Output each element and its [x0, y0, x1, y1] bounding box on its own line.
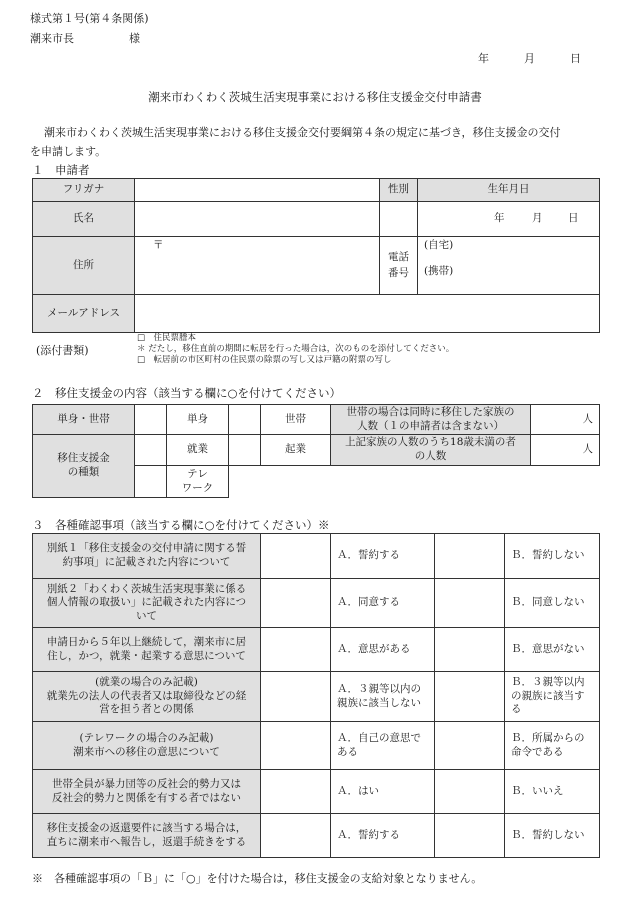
confirmation-row: [33, 672, 600, 722]
telework-label: [167, 466, 229, 498]
confirmation-question: [33, 770, 261, 814]
confirmation-row: [33, 579, 600, 628]
confirmation-question: [33, 534, 261, 579]
option-b-check-cell[interactable]: [435, 770, 505, 814]
telework-label-line1: テレ: [187, 467, 208, 480]
confirmation-question-line: 別紙２「わくわく茨城生活実現事業に係る: [46, 582, 247, 595]
option-a-label-line: Ａ．はい: [337, 784, 379, 797]
option-b-label-line: 命令である: [511, 745, 564, 758]
option-a-label: [331, 770, 435, 814]
attachment-residence-certificate: □ 住民票謄本: [137, 333, 197, 343]
gender-label: 性別: [380, 179, 418, 202]
confirmation-question: [33, 814, 261, 858]
name-input[interactable]: [135, 202, 380, 237]
option-a-label-line: Ａ．誓約する: [337, 828, 400, 841]
single-household-label: 単身・世帯: [33, 405, 135, 435]
confirmation-question-line: 潮来市への移住の意思について: [73, 745, 220, 758]
phone-mobile-label: (携帯): [424, 264, 454, 277]
option-a-check-cell[interactable]: [261, 722, 331, 770]
section3-heading: ３ 各種確認事項（該当する欄に○を付けてください）※: [32, 518, 330, 532]
birthdate-input[interactable]: [418, 202, 600, 237]
option-b-label-line: Ｂ．同意しない: [511, 596, 585, 609]
confirmation-row: [33, 722, 600, 770]
option-b-label-line: Ｂ．所属からの: [511, 731, 585, 744]
option-b-check-cell[interactable]: [435, 672, 505, 722]
furigana-input[interactable]: [135, 179, 380, 202]
option-b-check-cell[interactable]: [435, 579, 505, 628]
family-count-question-line1: 世帯の場合は同時に移住した家族の: [346, 405, 515, 418]
option-b-label-line: Ｂ．いいえ: [511, 784, 564, 797]
phone-home-label: (自宅): [424, 239, 454, 251]
confirmation-row: [33, 770, 600, 814]
option-a-label-line: Ａ．誓約する: [337, 549, 400, 562]
option-b-label-line: Ｂ．３親等以内: [511, 676, 585, 689]
option-b-label-line: る: [511, 703, 522, 716]
confirmation-question-line: 就業先の法人の代表者又は取締役などの経: [46, 689, 247, 702]
confirmation-question: [33, 672, 261, 722]
confirmation-question-line: いて: [136, 609, 157, 622]
birth-year-label: 年: [494, 212, 505, 224]
family-count-question: [331, 405, 531, 435]
under18-count-question-line2: の人数: [414, 450, 447, 462]
address-input[interactable]: [135, 237, 380, 295]
telework-check-cell[interactable]: [135, 466, 167, 498]
phone-input[interactable]: [418, 237, 600, 295]
option-a-label: [331, 722, 435, 770]
applicant-table: [32, 178, 600, 333]
birthdate-label: 生年月日: [418, 179, 600, 202]
option-b-label: [505, 770, 600, 814]
option-a-label: [331, 534, 435, 579]
option-b-label: [505, 672, 600, 722]
option-a-check-cell[interactable]: [261, 672, 331, 722]
gender-input[interactable]: [380, 202, 418, 237]
option-a-label: [331, 672, 435, 722]
intro-line-1: 潮来市わくわく茨城生活実現事業における移住支援金交付要綱第４条の規定に基づき，移住支援金の交付: [44, 126, 561, 139]
option-a-label-line: Ａ．３親等以内の: [337, 682, 421, 695]
confirmation-question: [33, 628, 261, 672]
attachments-label: (添付書類): [36, 344, 89, 357]
option-a-check-cell[interactable]: [261, 814, 331, 858]
option-a-label-line: 親族に該当しない: [337, 696, 421, 709]
option-b-label-line: Ｂ．誓約しない: [511, 549, 585, 562]
option-b-label: [505, 579, 600, 628]
footnote: ※ 各種確認事項の「Ｂ」に「○」を付けた場合は，移住支援金の支給対象となりません。: [32, 872, 483, 885]
date-month-label: 月: [524, 52, 535, 65]
under18-count-input[interactable]: [531, 435, 600, 466]
option-a-check-cell[interactable]: [261, 770, 331, 814]
option-a-label-line: Ａ．意思がある: [337, 642, 411, 655]
support-type-label-line1: 移住支援金: [57, 452, 110, 465]
people-unit: 人: [582, 412, 593, 425]
under18-count-question-line1: 上記家族の人数のうち18歳未満の者: [345, 436, 516, 449]
option-a-check-cell[interactable]: [261, 628, 331, 672]
option-a-label: [331, 628, 435, 672]
option-b-label: [505, 814, 600, 858]
option-b-check-cell[interactable]: [435, 534, 505, 579]
intro-line-2: を申請します。: [30, 145, 107, 158]
employment-check-cell[interactable]: [135, 435, 167, 466]
confirmation-row: [33, 628, 600, 672]
option-b-label-line: の親族に該当す: [511, 689, 585, 702]
confirmation-row: [33, 814, 600, 858]
option-b-check-cell[interactable]: [435, 722, 505, 770]
confirmation-question: [33, 579, 261, 628]
phone-label: [380, 237, 418, 295]
postal-mark: 〒: [153, 239, 164, 251]
option-a-label-line: ある: [337, 745, 358, 758]
household-check-cell[interactable]: [229, 405, 261, 435]
option-a-label: [331, 814, 435, 858]
phone-label-line2: 番号: [388, 266, 409, 279]
form-number: 様式第１号(第４条関係): [30, 12, 149, 25]
section2-heading: ２ 移住支援金の内容（該当する欄に○を付けてください）: [32, 386, 342, 400]
option-a-label-line: Ａ．自己の意思で: [337, 731, 421, 744]
people-unit: 人: [582, 443, 593, 456]
birth-month-label: 月: [532, 212, 543, 224]
name-label: 氏名: [33, 202, 135, 237]
household-label: 世帯: [261, 405, 331, 435]
option-b-check-cell[interactable]: [435, 628, 505, 672]
option-b-label: [505, 722, 600, 770]
confirmation-question-line: (テレワークの場合のみ記載): [79, 731, 214, 744]
attachment-note: ＊ だたし，移住直前の期間に転居を行った場合は，次のものを添付してください。: [137, 344, 455, 354]
startup-check-cell[interactable]: [229, 435, 261, 466]
single-label: 単身: [167, 405, 229, 435]
option-b-label: [505, 628, 600, 672]
address-label: 住所: [33, 237, 135, 295]
date-day-label: 日: [570, 52, 581, 65]
support-type-label-line2: の種類: [67, 466, 100, 478]
confirmation-question-line: 別紙１「移住支援金の交付申請に関する誓: [46, 542, 247, 555]
option-b-check-cell[interactable]: [435, 814, 505, 858]
section1-heading: １ 申請者: [32, 163, 90, 177]
option-a-label: [331, 579, 435, 628]
confirmation-question-line: 移住支援金の返還要件に該当する場合は，: [46, 821, 247, 834]
single-check-cell[interactable]: [135, 405, 167, 435]
confirmation-question-line: 反社会的勢力と関係を有する者ではない: [52, 791, 241, 804]
telework-label-line2: ワーク: [181, 481, 214, 494]
confirmation-question-line: (就業の場合のみ記載): [95, 676, 198, 689]
email-label: メールアドレス: [33, 295, 135, 333]
date-year-label: 年: [478, 52, 489, 65]
startup-label: 起業: [261, 435, 331, 466]
option-b-label: [505, 534, 600, 579]
option-b-label-line: Ｂ．意思がない: [511, 642, 585, 655]
furigana-label: フリガナ: [33, 179, 135, 202]
confirmation-question-line: 個人情報の取扱い」に記載された内容につ: [46, 596, 247, 609]
family-count-input[interactable]: [531, 405, 600, 435]
confirmation-question-line: 世帯全員が暴力団等の反社会的勢力又は: [52, 777, 241, 790]
option-a-label-line: Ａ．同意する: [337, 596, 400, 609]
confirmation-question-line: 約事項」に記載された内容について: [62, 556, 231, 568]
confirmation-question-line: 営を担う者との関係: [99, 703, 194, 716]
support-type-label: [33, 435, 135, 498]
phone-label-line1: 電話: [388, 250, 409, 263]
confirmation-question-line: 直ちに潮来市へ報告し，返還手続きをする: [46, 835, 247, 848]
confirmation-question-line: 住し，かつ，就業・起業する意思について: [47, 649, 246, 662]
document-title: 潮来市わくわく茨城生活実現事業における移住支援金交付申請書: [148, 90, 482, 104]
option-b-label-line: Ｂ．誓約しない: [511, 828, 585, 841]
confirmation-table: [32, 533, 600, 858]
attachment-removal-certificate: □ 転居前の市区町村の住民票の除票の写し又は戸籍の附票の写し: [137, 355, 392, 365]
confirmation-question-line: 申請日から５年以上継続して，潮来市に居: [46, 635, 247, 648]
birth-day-label: 日: [568, 212, 579, 224]
confirmation-row: [33, 534, 600, 579]
addressee: 潮来市長 様: [30, 32, 140, 45]
option-a-check-cell[interactable]: [261, 534, 331, 579]
under18-count-question: [331, 435, 531, 466]
support-type-table: [32, 404, 600, 498]
option-a-check-cell[interactable]: [261, 579, 331, 628]
family-count-question-line2: 人数（１の申請者は含まない）: [357, 419, 504, 432]
email-input[interactable]: [135, 295, 600, 333]
employment-label: 就業: [167, 435, 229, 466]
confirmation-question: [33, 722, 261, 770]
